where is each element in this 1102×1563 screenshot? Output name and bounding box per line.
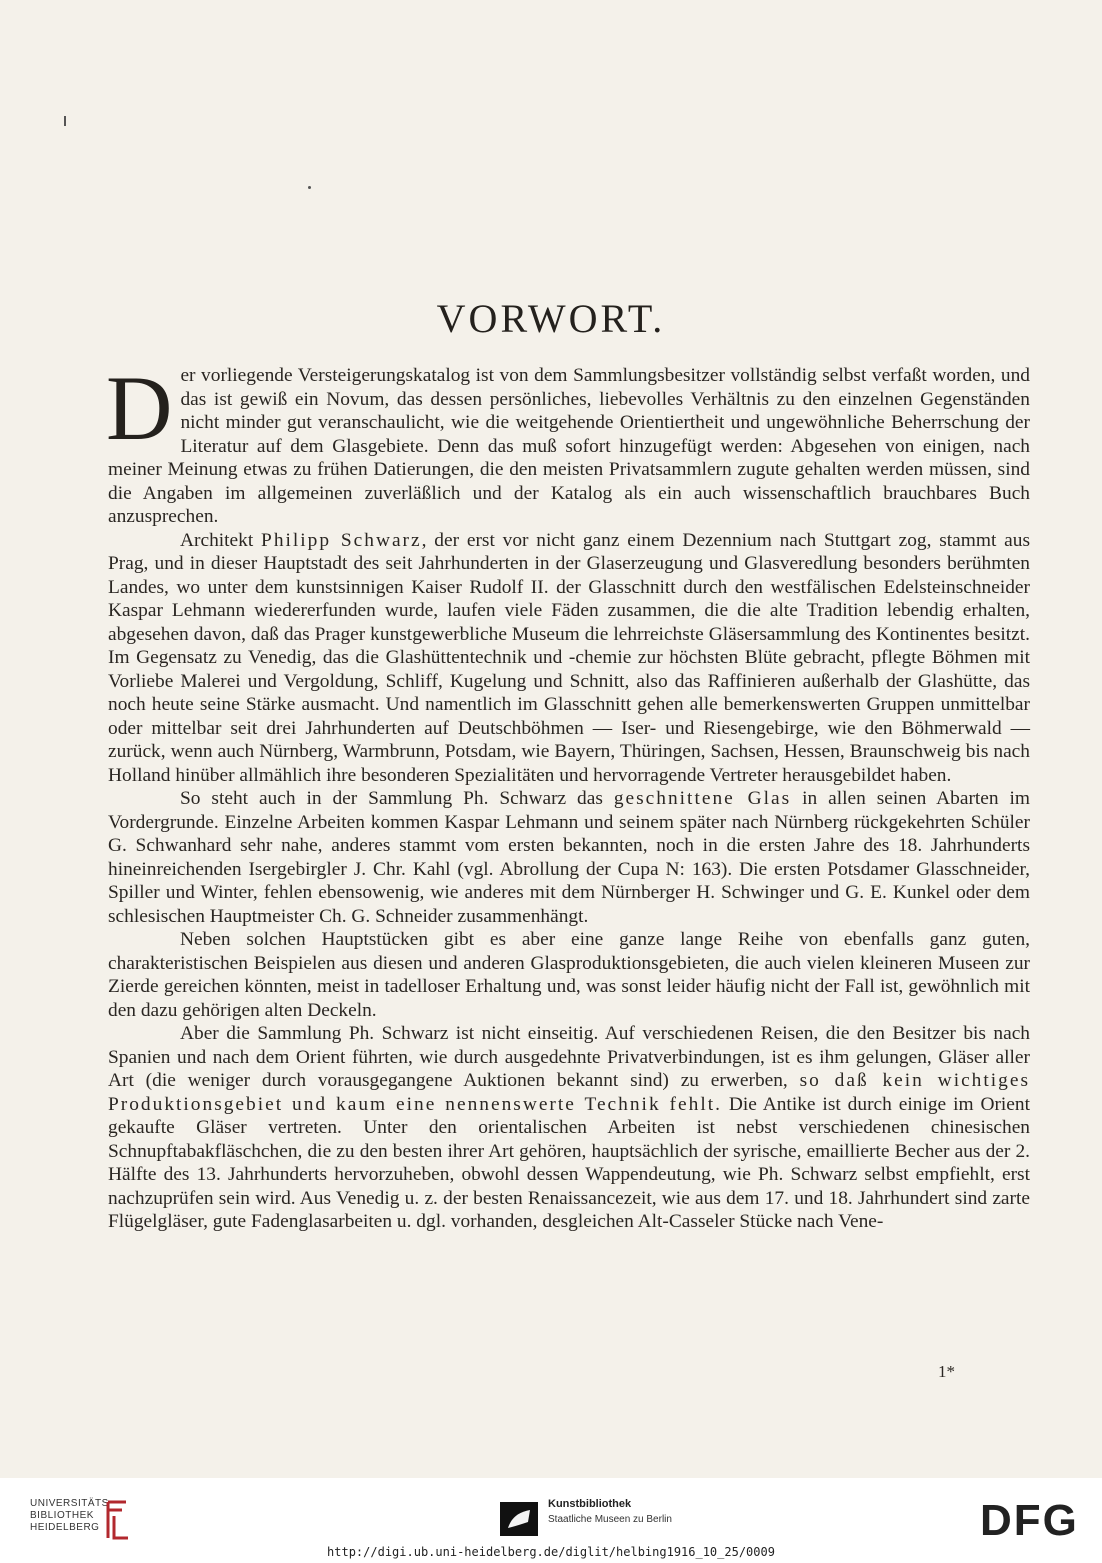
page-title: VORWORT. [436, 295, 666, 341]
dfg-logo[interactable]: DFG [980, 1496, 1079, 1545]
paragraph-text: Neben solchen Hauptstücken gibt es aber eine ganze lange Reihe von ebenfalls ganz guten, charakteristischen Beispielen aus diesen und anderen Glasproduktionsgebieten, die auch vielen kleineren Museen zur Zierde gereichen könnten, meist in tadelloser Erhaltung und, was sonst leider häufig nicht der Fall ist, gewöhnlich mit den dazu gehörigen alten Deckeln. [108, 929, 1030, 1021]
paragraph-2 [108, 529, 1030, 788]
emphasis-spaced: Philipp Schwarz [261, 529, 422, 551]
paragraph-text: in allen seinen Abarten im Vordergrunde. Einzelne Arbeiten kommen Kaspar Lehmann und seinem später nach Nürnberg rückgekehrten Schüler G. Schwanhard sehr nahe, anderes stammt vom ersten bekannten, noch in die ersten Jahre des 18. Jahrhunderts hineinreichenden Isergebirgler J. Chr. Kahl (vgl. Abrollung der Cupa N: 163). Die ersten Potsdamer Glasschneider, Spiller und Winter, fehlen ebensowenig, wie anderes mit dem Nürnberger H. Schwinger und G. E. Kunkel oder dem schlesischen Hauptmeister Ch. G. Schneider zusammenhängt. [108, 788, 1030, 927]
paragraph-text: er vorliegende Versteigerungskatalog ist von dem Sammlungsbesitzer vollständig selbst verfaßt worden, und das ist gewiß ein Novum, das dessen persönliches, liebevolles Verhältnis zu den einzelnen Gegenständen nicht minder gut veranschaulicht, wie die weitgehende Orientiertheit und ungewöhnliche Beherrschung der Literatur auf dem Glasgebiete. Denn das muß sofort hinzugefügt werden: Abgesehen von einigen, nach meiner Meinung etwas zu frühen Datierungen, die den meisten Privatsammlern zugute gehalten werden müssen, sind die Angaben im allgemeinen zuverläßlich und der Katalog als ein auch wissenschaftlich brauchbares Buch anzusprechen. [108, 365, 1030, 527]
paragraph-text: Architekt [180, 529, 262, 551]
paragraph-1 [106, 357, 1030, 529]
ub-logo-line: HEIDELBERG [30, 1522, 100, 1533]
ub-logo-line: UNIVERSITÄTS- [30, 1498, 113, 1509]
paragraph-text: Die Antike ist durch einige im Orient gekaufte Gläser vertreten. Unter den orientalischen Arbeiten ist nebst verschiedenen chinesischen Schnupftabakfläschchen, die zu den besten ihrer Art gehören, hauptsächlich der syrische, emaillierte Becher aus der 2. Hälfte des 13. Jahrhunderts hervorzuheben, obwohl dessen Wappendeutung, wie Ph. Schwarz selbst empfiehlt, erst nachzuprüfen sein wird. Aus Venedig u. z. der besten Renaissancezeit, wie aus dem 17. und 18. Jahrhundert sind zarte Flügelgläser, gute Fadenglasarbeiten u. dgl. vorhanden, desgleichen Alt-Casseler Stücke nach Vene- [108, 1093, 1030, 1232]
university-library-logo[interactable] [30, 1498, 140, 1544]
scan-speck [64, 116, 66, 126]
emphasis-spaced: geschnittene Glas [613, 788, 792, 809]
signature-mark: 1* [938, 1362, 955, 1381]
paragraph-text: So steht auch in der Sammlung Ph. Schwarz das [180, 788, 614, 809]
paragraph-text: Aber die Sammlung Ph. Schwarz ist nicht einseitig. Auf verschiedenen Reisen, die den Besitzer bis nach Spanien und nach dem Orient führten, wie durch ausgedehnte Privatverbindungen, ist es ihm gelungen, Gläser aller Art (die weniger durch vorausgegangene Auktionen bekannt sind) zu erwerben, [108, 1023, 1030, 1091]
paragraph-4 [108, 928, 1030, 1022]
emphasis-spaced: so daß kein wichtiges Produktionsgebiet und kaum eine nennenswerte Technik fehlt. [108, 1070, 1031, 1115]
paragraph-3 [108, 787, 1030, 928]
paragraph-text: , der erst vor nicht ganz einem Dezennium nach Stuttgart zog, stammt aus Prag, und in dieser Hauptstadt des seit Jahrhunderten in der Glaserzeugung und Glasveredlung besonders berühmten Landes, wo unter dem kunstsinnigen Kaiser Rudolf II. der Glasschnitt durch den westfälischen Edelsteinschneider Kaspar Lehmann wiedererfunden wurde, laufen viele Fäden zusammen, die die alte Tradition lebendig erhalten, abgesehen davon, daß das Prager kunstgewerbliche Museum die lehrreichste Gläsersammlung des Kontinentes besitzt. Im Gegensatz zu Venedig, das die Glashüttentechnik und -chemie zur höchsten Blüte gebracht, pflegte Böhmen mit Vorliebe Malerei und Vergoldung, Schliff, Kugelung und Schnitt, also das Raffinieren außerhalb der Glashütte, das noch heute seine Stärke ausmacht. Und namentlich im Glasschnitt gehen alle bemerkenswerten Gruppen unmittelbar oder mittelbar seit drei Jahrhunderten auf Deutschböhmen — Iser- und Riesengebirge, wie den Böhmerwald — zurück, wenn auch Nürnberg, Warmbrunn, Potsdam, wie Bayern, Thüringen, Sachsen, Hessen, Braunschweig bis nach Holland hinüber allmählich ihre besonderen Spezialitäten und hervorragende Vertreter herausgebildet haben. [108, 529, 1030, 786]
body-text [106, 357, 1031, 1234]
ub-emblem-icon [104, 1500, 130, 1540]
kunstbibliothek-logo[interactable] [500, 1498, 700, 1538]
footer-bar [0, 1478, 1102, 1563]
kb-name: Kunstbibliothek [548, 1498, 632, 1510]
permalink-url[interactable]: http://digi.ub.uni-heidelberg.de/diglit/helbing1916_10_25/0009 [327, 1545, 775, 1559]
drop-cap: D [106, 357, 173, 459]
paragraph-5 [108, 1022, 1030, 1234]
ub-logo-line: BIBLIOTHEK [30, 1510, 94, 1521]
scan-speck [308, 186, 311, 189]
kunstbibliothek-emblem-icon [500, 1502, 538, 1536]
kb-subtitle: Staatliche Museen zu Berlin [548, 1514, 672, 1525]
